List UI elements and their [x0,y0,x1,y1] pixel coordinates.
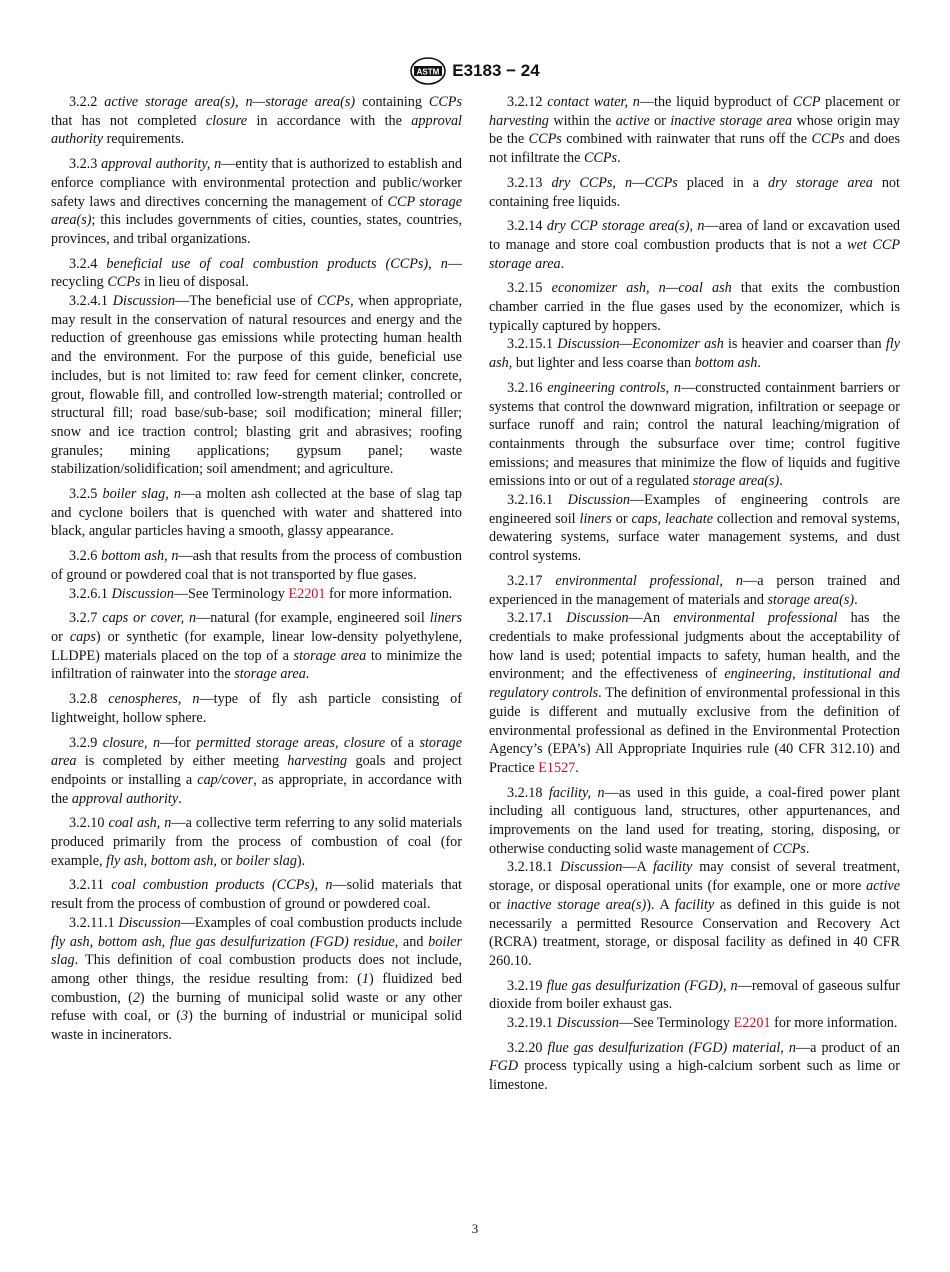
definition-3-2-5: 3.2.5 boiler slag, n—a molten ash collected at the base of slag tap and cyclone boilers that is quenched with water and shattered into black, angular particles having a smooth, glassy appearance. [51,486,463,540]
document-id: E3183 − 24 [452,61,540,80]
discussion-3-2-16-1: 3.2.16.1 Discussion—Examples of engineering controls are engineered soil liners or caps, leachate collection and removal systems, dewatering systems, surface water management systems, and dust control systems. [489,492,900,565]
definition-3-2-7: 3.2.7 caps or cover, n—natural (for example, engineered soil liners or caps) or synthetic (for example, linear low-density polyethylene, LLDPE) materials placed on the top of a storage area to minimize the infiltration of rainwater into the storage area. [51,610,463,683]
link-e1527[interactable]: E1527 [538,759,576,776]
discussion-3-2-6-1: 3.2.6.1 Discussion—See Terminology E2201 for more information. [69,585,453,602]
definition-3-2-11: 3.2.11 coal combustion products (CCPs), n—solid materials that result from the process of combustion of ground or powdered coal. [51,877,462,913]
discussion-3-2-11-1: 3.2.11.1 Discussion—Examples of coal combustion products include fly ash, bottom ash, flue gas desulfurization (FGD) residue, and boiler slag. This definition of coal combustion products does not include, among other things, the residue resulting from: (1) fluidized bed combustion, (2) the burning of municipal solid waste or any other refuse with coal, or (3) the burning of industrial or municipal solid waste in incinerators. [51,914,463,1044]
definition-3-2-14: 3.2.14 dry CCP storage area(s), n—area of land or excavation used to manage and store coal combustion products that is not a wet CCP storage area. [489,218,901,272]
definition-3-2-15: 3.2.15 economizer ash, n—coal ash that exits the combustion chamber carried in the flue gases used by the economizer, which is typically captured by hoppers. [489,280,900,334]
definition-3-2-10: 3.2.10 coal ash, n—a collective term referring to any solid materials produced primarily from the process of combustion of coal (for example, fly ash, bottom ash, or boiler slag). [51,815,463,869]
discussion-3-2-19-1: 3.2.19.1 Discussion—See Terminology E2201 for more information. [507,1015,898,1032]
page-number: 3 [471,1221,479,1236]
definition-3-2-16: 3.2.16 engineering controls, n—constructed containment barriers or systems that control the downward migration, infiltration or seepage or surface runoff and rain; control the natural leaching/migration of containments through the subsurface over time; control fugitive emissions; and measures that minimize the flow of liquids and fugitive emissions into or out of a regulated storage area(s). [489,379,900,490]
definition-3-2-9: 3.2.9 closure, n—for permitted storage areas, closure of a storage area is completed by either meeting harvesting goals and project endpoints or installing a cap/cover, as appropriate, in accordance with the approval authority. [51,734,463,807]
definition-3-2-2: 3.2.2 active storage area(s), n—storage area(s) containing CCPs that has not completed closure in accordance with the approval authority requirements. [51,94,462,148]
link-e2201[interactable]: E2201 [288,585,326,602]
left-column [51,93,462,1051]
definition-3-2-20: 3.2.20 flue gas desulfurization (FGD) material, n—a product of an FGD process typically using a high-calcium sorbent such as lime or limestone. [489,1039,900,1094]
discussion-3-2-17-1: 3.2.17.1 Discussion—An environmental professional has the credentials to make professional judgments about the acceptability of how land is used; potential impacts to safety, human health, and the environment; and the effectiveness of engineering, institutional and regulatory controls. The definition of environmental professional in this guide is different and mutually exclusive from the definition of environmental professional as defined in the Environmental Protection Agency’s (EPA’s) All Appropriate Inquiries rule (40 CFR 312.10) and Practice E1527. [489,610,901,776]
link-e2201[interactable]: E2201 [733,1015,771,1032]
definition-3-2-8: 3.2.8 cenospheres, n—type of fly ash particle consisting of lightweight, hollow sphere. [51,691,462,726]
definition-3-2-17: 3.2.17 environmental professional, n—a person trained and experienced in the management of materials and storage area(s). [489,572,901,608]
definition-3-2-13: 3.2.13 dry CCPs, n—CCPs placed in a dry storage area not containing free liquids. [489,174,900,210]
definition-3-2-12: 3.2.12 contact water, n—the liquid byproduct of CCP placement or harvesting within the active or inactive storage area whose origin may be the CCPs combined with rainwater that runs off the CCPs and does not infiltrate the CCPs. [489,94,900,167]
discussion-3-2-18-1: 3.2.18.1 Discussion—A facility may consist of several treatment, storage, or disposal operational units (for example, one or more active or inactive storage area(s)). A facility as defined in this guide is not necessarily a permitted Resource Conservation and Recovery Act (RCRA) treatment, storage, or disposal facility as defined in 40 CFR 260.10. [489,859,901,969]
right-column [489,93,900,1101]
logo-text: ASTM [416,67,440,77]
definition-3-2-4: 3.2.4 beneficial use of coal combustion products (CCPs), n—recycling CCPs in lieu of disposal. [51,255,462,291]
astm-logo-icon [410,57,446,85]
definition-3-2-18: 3.2.18 facility, n—as used in this guide, a coal-fired power plant including all contiguous land, structures, other appurtenances, and improvements on the land used for treating, storing, disposing, or otherwise conducting solid waste management of CCPs. [489,784,901,857]
definition-3-2-3: 3.2.3 approval authority, n—entity that is authorized to establish and enforce compliance with environmental protection and public/worker safety laws and directives concerning the management of CCP storage area(s); this includes governments of cities, counties, states, countries, provinces, and tribal organizations. [51,156,463,247]
page-header [0,56,950,86]
discussion-3-2-4-1: 3.2.4.1 Discussion—The beneficial use of CCPs, when appropriate, may result in the conservation of natural resources and energy and the reduction of greenhouse gas emissions while protecting human health and the environment. For the purpose of this guide, beneficial use includes, but is not limited to: raw feed for cement clinker, concrete, grout, flowable fill, and controlled low-strength material; controlled or structural fill; road base/sub-base; soil modification; mineral filler; snow and ice traction control; blasting grit and abrasives; roofing granules; mining applications; gypsum panel; waste stabilization/solidification; soil amendment; and agriculture. [51,293,462,478]
discussion-3-2-15-1: 3.2.15.1 Discussion—Economizer ash is heavier and coarser than fly ash, but lighter and less coarse than bottom ash. [489,336,900,372]
definition-3-2-19: 3.2.19 flue gas desulfurization (FGD), n—removal of gaseous sulfur dioxide from boiler exhaust gas. [489,977,900,1013]
definition-3-2-6: 3.2.6 bottom ash, n—ash that results from the process of combustion of ground or powdered coal that is not transported by flue gases. [51,548,462,583]
